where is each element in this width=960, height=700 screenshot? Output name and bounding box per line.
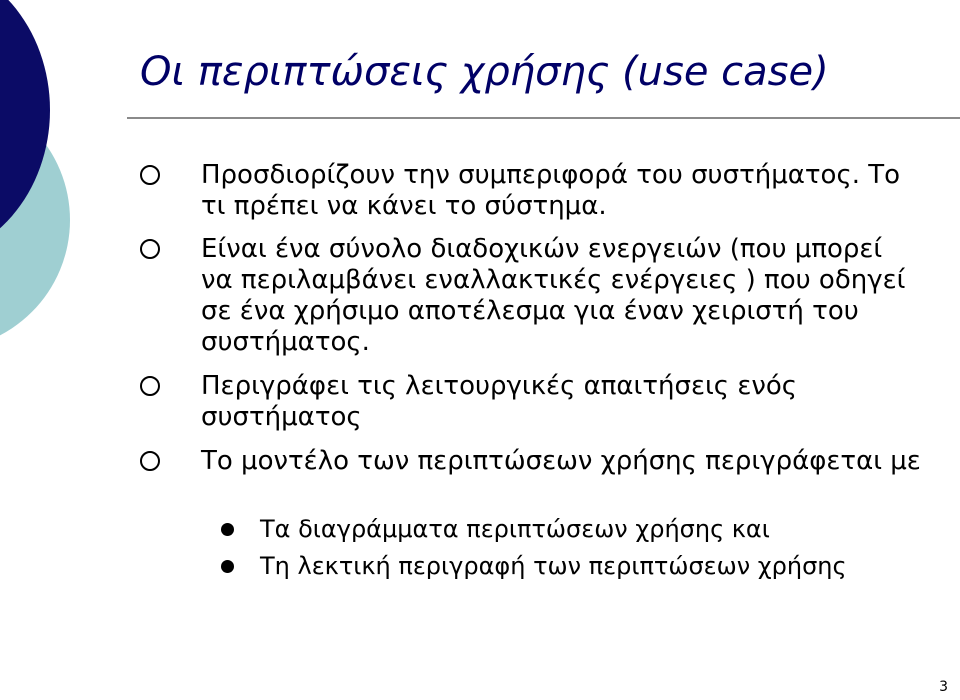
bullet-text: Περιγράφει τις λειτουργικές απαιτήσεις ενός συστήματος xyxy=(201,371,798,432)
hollow-circle-bullet-icon xyxy=(140,165,160,185)
bullet-text: Είναι ένα σύνολο διαδοχικών ενεργειών (που μπορεί να περιλαμβάνει εναλλακτικές ενέργειες ) που οδηγεί σε ένα χρήσιμο αποτέλεσμα για έναν χειριστή του συστήματος. xyxy=(201,234,906,357)
filled-circle-bullet-icon xyxy=(221,560,234,573)
filled-circle-bullet-icon xyxy=(221,523,234,536)
bullet-text: Το μοντέλο των περιπτώσεων χρήσης περιγράφεται με xyxy=(201,446,921,476)
bullet-text: Προσδιορίζουν την συμπεριφορά του συστήματος. Το τι πρέπει να κάνει το σύστημα. xyxy=(201,160,901,221)
slide-title: Οι περιπτώσεις χρήσης (use case) xyxy=(140,49,829,95)
hollow-circle-bullet-icon xyxy=(140,376,160,396)
sub-bullet-text: Τη λεκτική περιγραφή των περιπτώσεων χρήσης xyxy=(260,552,847,580)
decorative-circles xyxy=(0,0,110,360)
title-divider xyxy=(127,117,960,119)
hollow-circle-bullet-icon xyxy=(140,451,160,471)
sub-bullet-text: Τα διαγράμματα περιπτώσεων χρήσης και xyxy=(260,515,770,543)
page-number: 3 xyxy=(939,679,948,695)
hollow-circle-bullet-icon xyxy=(140,239,160,259)
